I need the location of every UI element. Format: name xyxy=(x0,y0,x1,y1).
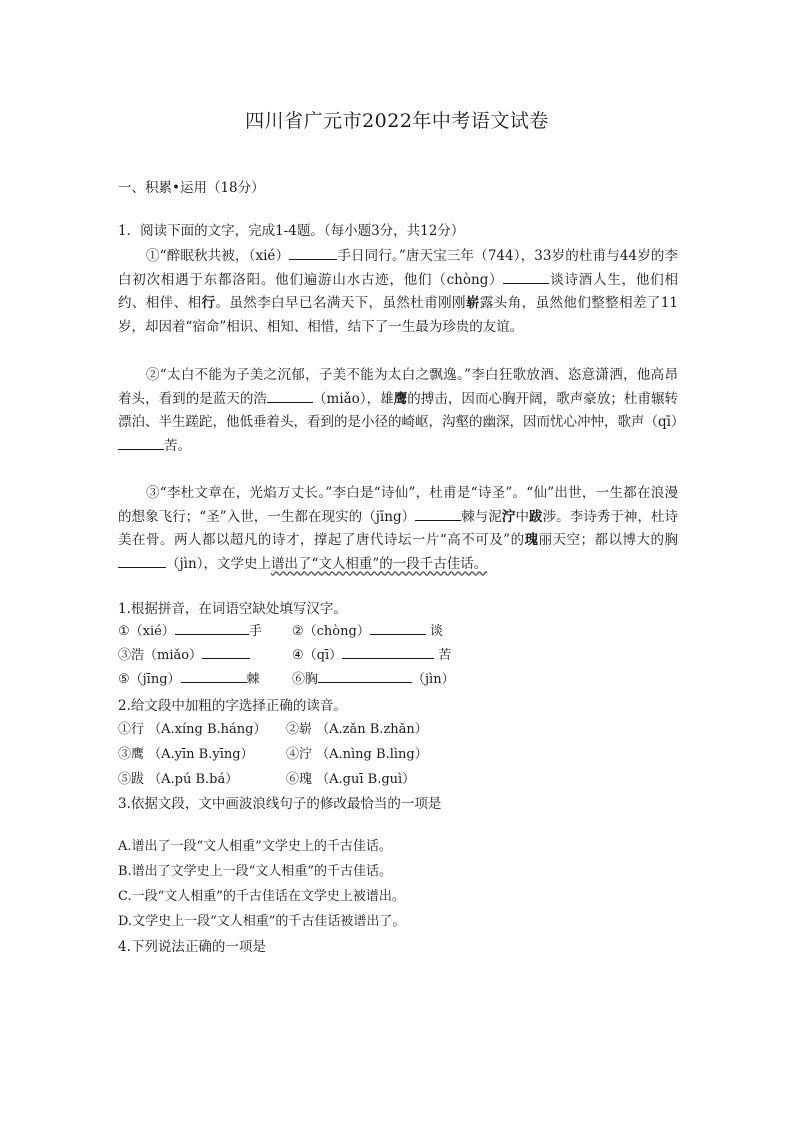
answer-blank[interactable] xyxy=(318,670,412,683)
passage-paragraph-2 xyxy=(118,364,685,458)
answer-blank[interactable] xyxy=(175,622,249,635)
q1-item-4 xyxy=(292,644,451,663)
q2-option-6: ⑥瑰 （A.guī B.guì） xyxy=(286,772,416,787)
bold-char: 鹰 xyxy=(393,390,408,407)
q1-item-1 xyxy=(118,620,262,639)
p2-text-c: 的搏击，因而心胸开阔，歌声豪放；杜甫辗转漂泊、半生蹉跎，他低垂着头，看到的是小径的崎岖，沟壑的幽深，因而忧心冲忡，歌声（qī） xyxy=(118,390,685,431)
p2-text-b: （miǎo），雄 xyxy=(312,390,394,407)
fill-blank xyxy=(289,247,337,260)
item-suffix: 手 xyxy=(248,624,262,639)
p1-text-d: 。虽然李白早已名满天下，虽然杜甫刚刚 xyxy=(215,295,466,312)
passage-paragraph-3 xyxy=(118,482,678,576)
q3-option-d: D.文学史上一段“文人相重”的千古佳话被谱出了。 xyxy=(118,914,406,929)
section-heading: 一、积累•运用（18分） xyxy=(118,180,265,196)
q3-option-a: A.谱出了一段“文人相重”文学史上的千古佳话。 xyxy=(118,839,392,854)
fill-blank xyxy=(118,555,166,568)
q4-stem: 4.下列说法正确的一项是 xyxy=(118,939,266,955)
item-label: ④（qī） xyxy=(292,648,343,663)
q2-option-5: ⑤跋 （A.pú B.bá） xyxy=(118,772,239,787)
answer-blank[interactable] xyxy=(370,622,426,635)
p2-text-a: ②“太白不能为子美之沉郁，子美不能为太白之飘逸。”李白狂歌放酒、恣意潇洒，他高昂着头，看到的是蓝天的浩 xyxy=(118,367,678,407)
answer-blank[interactable] xyxy=(202,646,250,659)
item-suffix: 棘 xyxy=(246,672,260,687)
answer-blank[interactable] xyxy=(181,670,247,683)
item-suffix: 苦 xyxy=(438,648,452,663)
q3-stem: 3.依据文段，文中画波浪线句子的修改最恰当的一项是 xyxy=(118,796,442,812)
fill-blank xyxy=(503,271,549,284)
p1-text-c: 谈诗酒人生，他们相约、相伴、相 xyxy=(118,271,679,312)
p3-text-b: 棘与泥 xyxy=(461,508,502,525)
q1-item-5 xyxy=(118,668,260,687)
q2-option-1: ①行 （A.xíng B.háng） xyxy=(118,722,267,737)
p3-text-d: 涉。李诗秀于神，杜诗美在骨。两人都以超凡的诗才，撑起了唐代诗坛一片“高不可及”的 xyxy=(118,508,679,549)
p3-text-c: 中 xyxy=(515,508,530,525)
p3-text-f: （jìn），文学史上 xyxy=(166,555,271,572)
bold-char: 泞 xyxy=(501,508,516,525)
item-suffix: 谈 xyxy=(429,624,443,639)
question-intro: 1．阅读下面的文字，完成1-4题。（每小题3分，共12分） xyxy=(118,223,465,239)
passage-paragraph-1 xyxy=(118,245,678,339)
q2-option-4: ④泞 （A.nìng B.lìng） xyxy=(286,747,428,762)
item-label: ⑤（jīng） xyxy=(118,672,181,687)
q3-option-b: B.谱出了文学史上一段“文人相重”的千古佳话。 xyxy=(118,864,392,879)
p2-text-d: 苦。 xyxy=(164,437,191,454)
q1-item-3 xyxy=(118,644,250,663)
bold-char: 跋 xyxy=(529,508,543,525)
q1-stem: 1.根据拼音，在词语空缺处填写汉字。 xyxy=(118,601,347,617)
q3-option-c: C.一段“文人相重”的千古佳话在文学史上被谱出。 xyxy=(118,889,405,904)
q2-stem: 2.给文段中加粗的字选择正确的读音。 xyxy=(118,698,347,714)
p1-text-b: 手日同行。”唐天宝三年（744），33岁的杜甫与44岁的李白初次相遇于东都洛阳。他们遍游山水古迹，他们（chòng） xyxy=(118,248,679,288)
q1-item-6 xyxy=(292,668,455,687)
bold-char: 行 xyxy=(201,295,216,312)
bold-char: 瑰 xyxy=(524,532,539,549)
q2-option-3: ③鹰 （A.yīn B.yīng） xyxy=(118,747,254,762)
answer-blank[interactable] xyxy=(342,646,434,659)
fill-blank xyxy=(415,508,461,521)
item-label: ③浩（miǎo） xyxy=(118,648,203,663)
q2-option-2: ②崭 （A.zǎn B.zhǎn） xyxy=(286,722,428,737)
item-label: ①（xié） xyxy=(118,624,175,639)
p3-text-e: 丽天空；都以博大的胸 xyxy=(538,532,679,549)
p1-text-a: ①“醉眠秋共被，（xié） xyxy=(146,248,290,264)
bold-char: 崭 xyxy=(465,295,480,312)
fill-blank xyxy=(267,390,313,403)
p1-text-e: 露头角，虽然他们整整相差了11岁，却因着“宿命”相识、相知、相惜，结下了一生最为珍贵的友谊。 xyxy=(118,295,679,335)
p3-text-a: ③“李杜文章在，光焰万丈长。”李白是“诗仙”，杜甫是“诗圣”。“仙”出世，一生都在浪漫的想象飞行；“圣”入世，一生都在现实的（jīng） xyxy=(118,485,678,525)
wavy-underlined-sentence: 谱出了“文人相重”的一段千古佳话。 xyxy=(270,555,488,572)
item-suffix: （jìn） xyxy=(412,672,455,687)
item-label: ⑥胸 xyxy=(292,672,319,687)
page-title: 四川省广元市2022年中考语文试卷 xyxy=(245,110,549,132)
item-label: ②（chòng） xyxy=(292,624,370,639)
fill-blank xyxy=(118,437,164,450)
q1-item-2 xyxy=(292,620,443,639)
